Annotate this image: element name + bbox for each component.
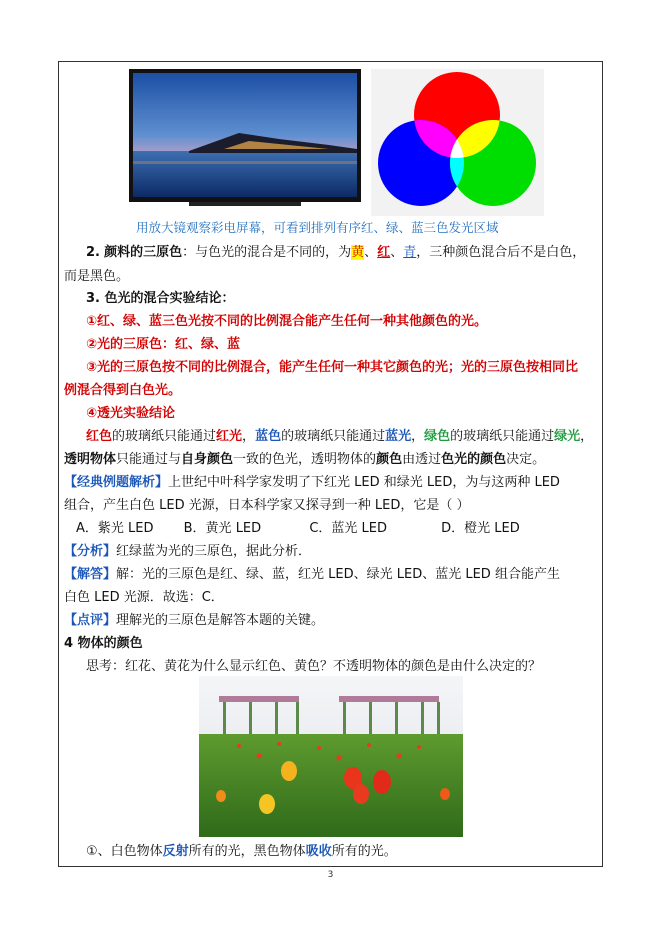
word-red: 红色 bbox=[86, 429, 113, 444]
answer-line-2: 白色 LED 光源．故选：C． bbox=[64, 590, 224, 605]
comment-line bbox=[64, 612, 604, 630]
example-options bbox=[76, 520, 616, 538]
think-question: 思考：红花、黄花为什么显示红色、黄色？不透明物体的颜色是由什么决定的？ bbox=[86, 659, 542, 674]
pigment-title: 颜料的三原色 bbox=[104, 245, 183, 260]
analysis-line bbox=[64, 543, 604, 561]
example-question-2: 组合，产生白色 LED 光源，日本科学家又探寻到一种 LED，它是（ ） bbox=[64, 498, 470, 513]
text: 所有的光，黑色物体 bbox=[188, 844, 306, 859]
option-b: B．黄光 LED bbox=[183, 521, 262, 536]
mix-point-3-cont: 例混合得到白色光。 bbox=[64, 383, 182, 398]
tulip-field-photo bbox=[199, 676, 463, 837]
mix-heading: 3. 色光的混合实验结论： bbox=[86, 291, 235, 306]
answer-line-1 bbox=[64, 566, 604, 584]
example-tag: 【经典例题解析】 bbox=[64, 475, 169, 490]
text: ， bbox=[580, 429, 594, 444]
separator: 、 bbox=[390, 245, 404, 260]
transmit-line-1 bbox=[86, 428, 626, 446]
text: 决定。 bbox=[506, 452, 546, 467]
tv-screen-image bbox=[129, 69, 361, 207]
answer-text: 解：光的三原色是红、绿、蓝，红光 LED、绿光 LED、蓝光 LED 组合能产生 bbox=[116, 567, 560, 582]
question-text: 上世纪中叶科学家发明了下红光 LED 和绿光 LED，为与这两种 LED bbox=[168, 475, 560, 490]
section-number: 2. bbox=[86, 245, 100, 260]
mix-point-3: ③光的三原色按不同的比例混合，能产生任何一种其它颜色的光；光的三原色按相同比 bbox=[86, 360, 579, 375]
word-green-light: 绿光 bbox=[554, 429, 581, 444]
rgb-color-mixing-diagram bbox=[371, 69, 544, 216]
mix-point-2: ②光的三原色：红、绿、蓝 bbox=[86, 337, 241, 352]
pigment-text: ，三种颜色混合后不是白色， bbox=[416, 245, 586, 260]
pigment-line-2: 而是黑色。 bbox=[64, 269, 130, 284]
word-reflect: 反射 bbox=[162, 844, 189, 859]
word-green: 绿色 bbox=[424, 429, 451, 444]
option-c: C．蓝光 LED bbox=[309, 521, 387, 536]
text: ， bbox=[411, 429, 425, 444]
option-d: D．橙光 LED bbox=[441, 521, 520, 536]
mix-point-1: ①红、绿、蓝三色光按不同的比例混合能产生任何一种其他颜色的光。 bbox=[86, 314, 488, 329]
object-color-conclusion bbox=[86, 843, 626, 861]
transmit-line-2 bbox=[64, 451, 604, 469]
analysis-text: 红绿蓝为光的三原色，据此分析． bbox=[116, 544, 312, 559]
comment-tag: 【点评】 bbox=[64, 613, 117, 628]
text: 自身颜色 bbox=[181, 452, 234, 467]
text: 的玻璃纸只能通过 bbox=[112, 429, 217, 444]
comment-text: 理解光的三原色是解答本题的关键。 bbox=[116, 613, 325, 628]
pigment-red: 红 bbox=[377, 245, 391, 260]
text: 的玻璃纸只能通过 bbox=[450, 429, 555, 444]
word-blue-light: 蓝光 bbox=[385, 429, 412, 444]
analysis-tag: 【分析】 bbox=[64, 544, 117, 559]
example-question-1 bbox=[64, 474, 604, 492]
text: 所有的光。 bbox=[331, 844, 397, 859]
object-color-heading: 4 物体的颜色 bbox=[64, 636, 143, 651]
text: ， bbox=[242, 429, 256, 444]
text: 颜色 bbox=[376, 452, 403, 467]
text: ①、白色物体 bbox=[86, 844, 163, 859]
image-caption: 用放大镜观察彩电屏幕，可看到排列有序红、绿、蓝三色发光区域 bbox=[136, 220, 499, 235]
text: 色光的颜色 bbox=[441, 452, 507, 467]
separator: 、 bbox=[364, 245, 378, 260]
text: 由透过 bbox=[402, 452, 442, 467]
option-a: A．紫光 LED bbox=[76, 521, 154, 536]
pigment-yellow: 黄 bbox=[351, 245, 365, 260]
word-red-light: 红光 bbox=[216, 429, 243, 444]
pigment-text: ：与色光的混合是不同的，为 bbox=[182, 245, 352, 260]
text: 透明物体 bbox=[64, 452, 117, 467]
text: 只能通过与 bbox=[116, 452, 182, 467]
text: 的玻璃纸只能通过 bbox=[281, 429, 386, 444]
pigment-primaries-line bbox=[64, 244, 604, 262]
word-absorb: 吸收 bbox=[305, 844, 332, 859]
answer-tag: 【解答】 bbox=[64, 567, 117, 582]
text: 一致的色光，透明物体的 bbox=[233, 452, 377, 467]
pigment-cyan: 青 bbox=[403, 245, 417, 260]
mix-point-4: ④透光实验结论 bbox=[86, 406, 176, 421]
page-number: 3 bbox=[327, 870, 334, 880]
word-blue: 蓝色 bbox=[255, 429, 282, 444]
